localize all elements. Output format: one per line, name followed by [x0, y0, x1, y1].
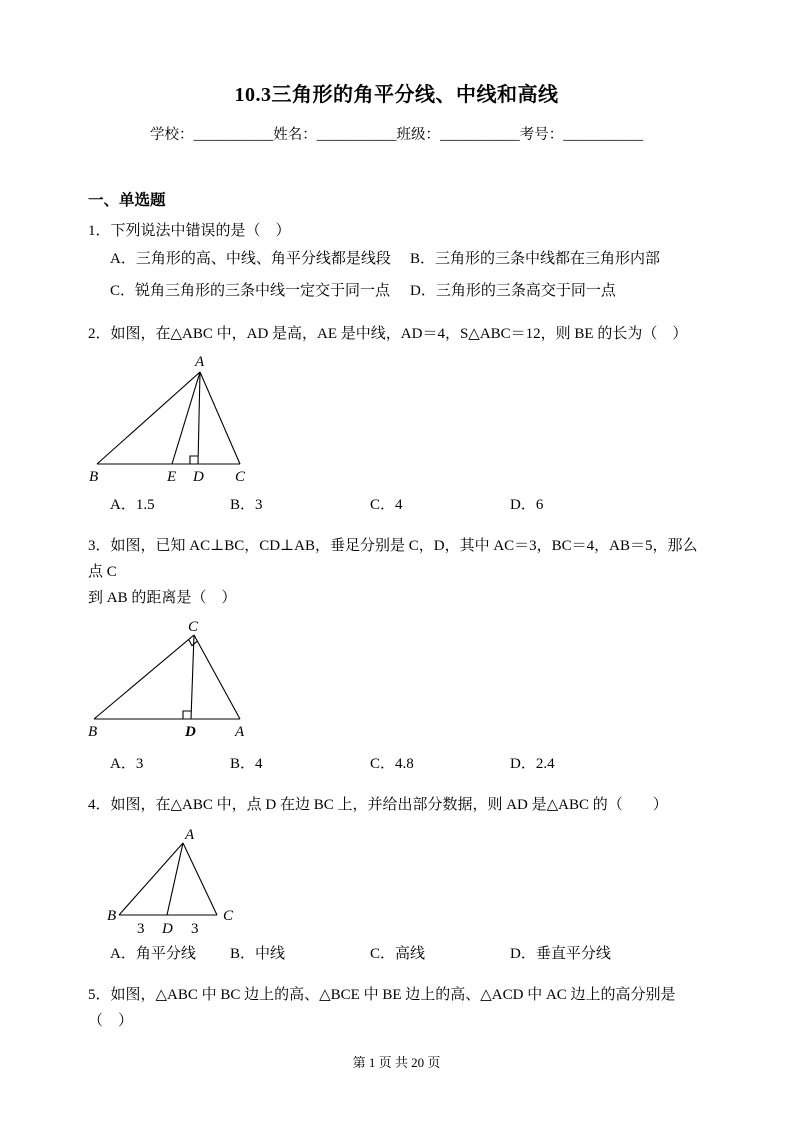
vertex-label-b: B	[88, 724, 98, 741]
vertex-label-d: D	[185, 724, 196, 741]
median-ae	[172, 372, 200, 464]
triangle-diagram-q3	[88, 619, 298, 743]
altitude-cd	[191, 635, 194, 719]
side-bc	[94, 635, 194, 719]
vertex-label-c: C	[223, 907, 234, 924]
question-1-option-d: D．三角形的三条高交于同一点	[410, 282, 616, 299]
question-4-option-b: B．中线	[230, 945, 286, 962]
right-angle-mark-d	[190, 456, 198, 464]
right-angle-mark-d	[183, 711, 191, 719]
vertex-label-b: B	[89, 468, 99, 485]
question-2-option-c: C．4	[370, 496, 403, 513]
question-1-option-a: A．三角形的高、中线、角平分线都是线段	[110, 251, 391, 268]
question-2-stem: 2．如图，在△ABC 中，AD 是高，AE 是中线，AD＝4，S△ABC＝12，则 BE 的长为（ ）	[88, 326, 688, 343]
question-4-options	[88, 941, 705, 968]
question-3-options	[88, 751, 705, 778]
vertex-label-c: C	[235, 468, 246, 485]
segment-length-bd: 3	[137, 920, 145, 937]
question-3	[88, 533, 705, 779]
question-3-option-a: A．3	[110, 756, 144, 773]
median-ad	[167, 843, 183, 915]
question-2-option-a: A．1.5	[110, 496, 155, 513]
page-title: 10.3三角形的角平分线、中线和高线	[234, 84, 559, 106]
question-3-stem-line1: 3．如图，已知 AC⊥BC，CD⊥AB，垂足分别是 C，D，其中 AC＝3，BC＝4，AB＝5，那么点 C	[88, 537, 698, 580]
question-4	[88, 792, 705, 967]
side-ab	[97, 372, 200, 464]
vertex-label-c: C	[188, 619, 199, 636]
side-ac	[183, 843, 217, 915]
triangle-diagram-q2	[88, 352, 298, 490]
question-1-option-b: B．三角形的三条中线都在三角形内部	[410, 251, 661, 268]
question-2-option-b: B．3	[230, 496, 263, 513]
question-2	[88, 321, 705, 518]
right-angle-mark-c	[189, 640, 198, 646]
question-5	[88, 982, 705, 1035]
question-2-options	[88, 492, 705, 519]
side-ca	[194, 635, 240, 719]
question-4-option-d: D．垂直平分线	[510, 945, 611, 962]
section-heading: 一、单选题	[88, 192, 166, 209]
question-3-option-b: B．4	[230, 756, 263, 773]
question-3-option-d: D．2.4	[510, 756, 555, 773]
side-ab	[119, 843, 183, 915]
vertex-label-a: A	[185, 826, 195, 843]
page-footer: 第 1 页 共 20 页	[352, 1055, 441, 1070]
question-2-option-d: D．6	[510, 496, 544, 513]
vertex-label-a: A	[235, 724, 245, 741]
vertex-label-d: D	[193, 468, 204, 485]
question-4-option-a: A．角平分线	[110, 945, 196, 962]
segment-length-dc: 3	[191, 920, 199, 937]
altitude-ad	[198, 372, 200, 464]
triangle-diagram-q4	[107, 827, 277, 939]
question-3-stem-line2: 到 AB 的距离是（ ）	[88, 590, 237, 606]
question-1-options	[88, 244, 705, 307]
question-4-stem: 4．如图，在△ABC 中，点 D 在边 BC 上，并给出部分数据，则 AD 是△ABC 的（ ）	[88, 797, 668, 814]
vertex-label-d: D	[162, 920, 173, 937]
side-ac	[200, 372, 240, 464]
vertex-label-b: B	[107, 907, 117, 924]
question-1	[88, 218, 705, 307]
vertex-label-e: E	[167, 468, 177, 485]
question-1-option-c: C．锐角三角形的三条中线一定交于同一点	[110, 282, 391, 299]
vertex-label-a: A	[195, 353, 205, 370]
question-4-option-c: C．高线	[370, 945, 426, 962]
question-3-option-c: C．4.8	[370, 756, 414, 773]
question-5-stem: 5．如图，△ABC 中 BC 边上的高、△BCE 中 BE 边上的高、△ACD 中 AC 边上的高分别是（ ）	[88, 986, 676, 1029]
question-1-stem: 1．下列说法中错误的是（ ）	[88, 223, 291, 239]
student-info-line: 学校：___________姓名：___________班级：___________考号：___________	[150, 127, 643, 143]
